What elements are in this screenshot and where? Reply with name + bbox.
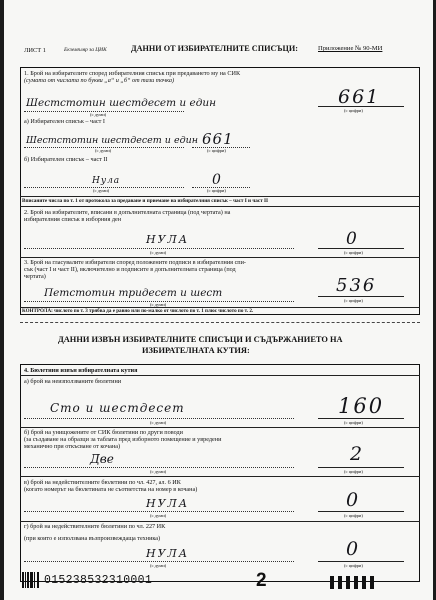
item3-digits-line — [318, 296, 404, 297]
page-separator — [20, 322, 420, 323]
a-digits-line — [318, 418, 404, 419]
b-separator — [20, 427, 420, 428]
c-digits-line — [318, 511, 404, 512]
c-label-line2: (когато номерът на бюлетината не съответства на номер в кочана) — [24, 486, 198, 493]
item2-words: НУЛА — [146, 233, 190, 246]
page-number: 2 — [256, 570, 267, 591]
registration-marks — [330, 576, 374, 589]
d-words-line — [24, 561, 294, 562]
sub-b-digits: 0 — [212, 172, 221, 188]
b-label-line3: механично при откъсване от кочана) — [24, 443, 121, 450]
sub-a-label: а) Избирателен списък – част I — [24, 118, 105, 125]
appendix-label: Приложение № 90-МИ — [318, 45, 383, 52]
item2-words-line — [24, 248, 294, 249]
c-separator — [20, 476, 420, 477]
item3-label-line3: чертата) — [24, 273, 46, 280]
section2-title: ДАННИ ИЗВЪН ИЗБИРАТЕЛНИТЕ СПИСЪЦИ И СЪДЪРЖАНИЕТО НА — [58, 335, 343, 344]
entered-note: Вписаните числа по т. 1 от протокола за предаване и приемане на избирателния списък – част I и част II — [22, 198, 269, 204]
note-separator-bottom — [20, 206, 420, 207]
barcode — [22, 572, 39, 588]
item3-digits: 536 — [336, 275, 377, 296]
item2-label: 2. Брой на избирателите, вписани в допълнителната страница (под чертата) на — [24, 209, 231, 216]
item2-sublabel: избирателния списък в изборния ден — [24, 216, 122, 223]
c-words-caption: (с думи) — [150, 513, 167, 518]
item2-digits-caption: (с цифри) — [344, 250, 363, 255]
sub-b-label: б) Избирателен списък – част II — [24, 156, 108, 163]
item1-label: 1. Брой на избирателите според избирателния списък при предаването му на СИК — [24, 70, 241, 77]
sub-a-words-caption: (с думи) — [95, 148, 112, 153]
b-words: Две — [90, 452, 114, 466]
section2-box-title: 4. Бюлетини извън избирателната кутия — [24, 367, 138, 374]
barcode-number: 015238532310001 — [44, 574, 153, 587]
sub-b-words: Нула — [92, 176, 121, 186]
page-title: ДАННИ ОТ ИЗБИРАТЕЛНИТЕ СПИСЪЦИ: — [131, 44, 298, 53]
b-label: б) брой на унищожените от СИК бюлетини по други поводи — [24, 429, 183, 436]
scan-edge-left — [0, 0, 4, 600]
a-label: а) брой на неизползваните бюлетини — [24, 378, 122, 385]
a-words-line — [24, 418, 294, 419]
item3-label: 3. Брой на гласувалите избиратели според положените подписи в избирателния спи- — [24, 259, 246, 266]
control-note: КОНТРОЛА: числото по т. 3 трябва да е равно или по-малко от числото по т. 1 плюс числото по т. 2. — [22, 308, 254, 314]
item1-words: Шестстотин шестдесет и един — [26, 97, 217, 109]
sub-a-digits-caption: (с цифри) — [207, 148, 226, 153]
c-words: НУЛА — [146, 497, 190, 510]
item3-words: Петстотин тридесет и шест — [44, 287, 223, 299]
item3-label-line2: сък (част I и част II), включително и подписите в допълнителната страница (под — [24, 266, 236, 273]
item3-separator — [20, 257, 420, 258]
c-words-line — [24, 511, 294, 512]
sub-b-digits-caption: (с цифри) — [207, 188, 226, 193]
d-digits-line — [318, 561, 404, 562]
c-digits: 0 — [346, 489, 359, 511]
item2-digits-line — [318, 248, 404, 249]
item2-words-caption: (с думи) — [150, 250, 167, 255]
d-digits-caption: (с цифри) — [344, 563, 363, 568]
d-separator — [20, 521, 420, 522]
item1-sublabel: (сумата от числата по букви „а“ и „б“ от тази точка) — [24, 77, 175, 84]
d-words-caption: (с думи) — [150, 563, 167, 568]
item1-digits: 661 — [338, 86, 381, 108]
d-words: НУЛА — [146, 547, 190, 560]
item2-digits: 0 — [346, 229, 357, 249]
item3-digits-caption: (с цифри) — [344, 298, 363, 303]
a-digits: 160 — [338, 394, 385, 418]
d-label: г) брой на недействителните бюлетини по чл. 227 ИК — [24, 523, 166, 530]
a-digits-caption: (с цифри) — [344, 420, 363, 425]
c-label: в) брой на недействителните бюлетини по чл. 427, ал. 6 ИК — [24, 479, 181, 486]
item3-words-caption: (с думи) — [150, 302, 167, 307]
b-label-line2: (за създаване на образци за таблата пред изборното помещение и увредени — [24, 436, 222, 443]
b-words-line — [24, 467, 294, 468]
c-digits-caption: (с цифри) — [344, 513, 363, 518]
b-digits-line — [318, 467, 404, 468]
item1-words-caption: (с думи) — [90, 112, 107, 117]
d-label-line2: (при които е използвана възпроизвеждаща техника) — [24, 535, 161, 542]
item1-digits-caption: (с цифри) — [344, 108, 363, 113]
d-digits: 0 — [346, 538, 359, 560]
b-digits: 2 — [350, 443, 363, 465]
b-digits-caption: (с цифри) — [344, 469, 363, 474]
item1-digits-line — [318, 106, 404, 107]
section2-title-line2: ИЗБИРАТЕЛНАТА КУТИЯ: — [142, 346, 250, 355]
copy-label: Екземпляр за ЦИК — [64, 47, 107, 53]
a-words-caption: (с думи) — [150, 420, 167, 425]
b-words-caption: (с думи) — [150, 469, 167, 474]
sub-a-digits: 661 — [202, 130, 234, 148]
sheet-label: ЛИСТ 1 — [24, 47, 46, 54]
note-separator-top — [20, 196, 420, 197]
box-title-separator — [20, 375, 420, 376]
sub-b-words-caption: (с думи) — [93, 188, 110, 193]
sub-a-words: Шестстотин шестдесет и един — [26, 135, 198, 146]
a-words: Сто и шестдесет — [50, 401, 185, 415]
